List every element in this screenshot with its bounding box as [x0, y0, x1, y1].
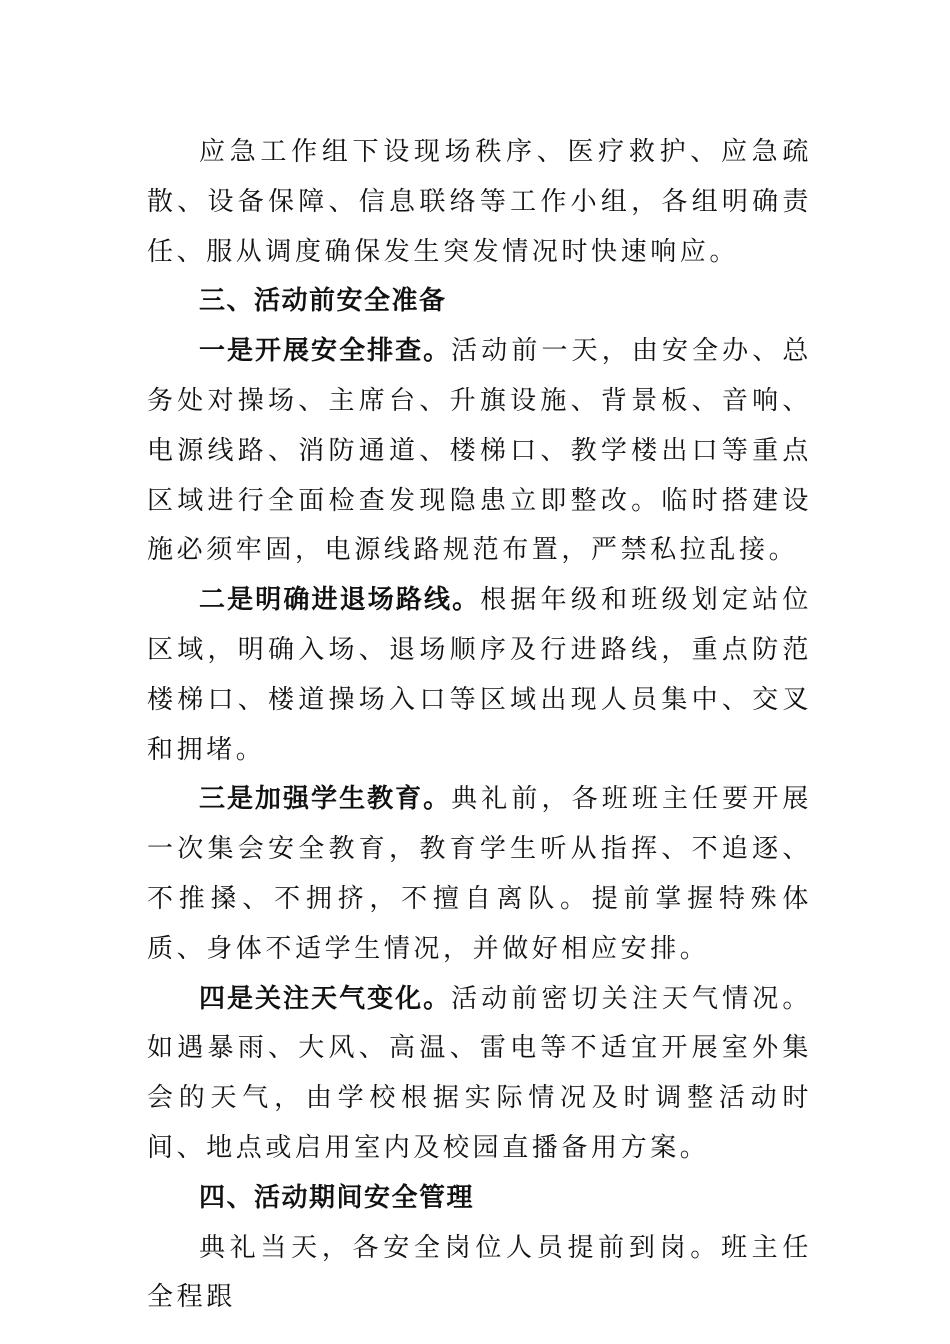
lead-safety-inspection: 一是开展安全排查。	[199, 336, 452, 367]
paragraph-emergency-groups: 应急工作组下设现场秩序、医疗救护、应急疏散、设备保障、信息联络等工作小组，各组明确责任、服从调度确保发生突发情况时快速响应。	[147, 137, 812, 267]
paragraph-student-education	[147, 775, 812, 974]
body-student-education: 典礼前，各班班主任要开展一次集会安全教育，教育学生听从指挥、不追逐、不推搡、不拥挤，不擅自离队。提前掌握特殊体质、身体不适学生情况，并做好相应安排。	[147, 784, 812, 964]
paragraph-entry-exit-routes	[147, 576, 812, 775]
body-entry-exit-routes: 根据年级和班级划定站位区域，明确入场、退场顺序及行进路线，重点防范楼梯口、楼道操场入口等区域出现人员集中、交叉和拥堵。	[147, 585, 812, 765]
section-heading-pre-activity: 三、活动前安全准备	[199, 286, 447, 317]
section-heading-during-activity: 四、活动期间安全管理	[199, 1182, 475, 1213]
paragraph-safety-inspection	[147, 327, 812, 576]
lead-student-education: 三是加强学生教育。	[199, 784, 452, 815]
paragraph-weather-watch	[147, 975, 812, 1174]
body-weather-watch: 活动前密切关注天气情况。如遇暴雨、大风、高温、雷电等不适宜开展室外集会的天气，由学校根据实际情况及时调整活动时间、地点或启用室内及校园直播备用方案。	[147, 983, 812, 1163]
lead-weather-watch: 四是关注天气变化。	[199, 983, 452, 1014]
document-page	[147, 128, 812, 1323]
paragraph-ceremony-day: 典礼当天，各安全岗位人员提前到岗。班主任全程跟	[147, 1232, 812, 1313]
body-safety-inspection: 活动前一天，由安全办、总务处对操场、主席台、升旗设施、背景板、音响、电源线路、消防通道、楼梯口、教学楼出口等重点区域进行全面检查发现隐患立即整改。临时搭建设施必须牢固，电源线路规范布置，严禁私拉乱接。	[147, 336, 812, 566]
lead-entry-exit-routes: 二是明确进退场路线。	[199, 585, 481, 616]
